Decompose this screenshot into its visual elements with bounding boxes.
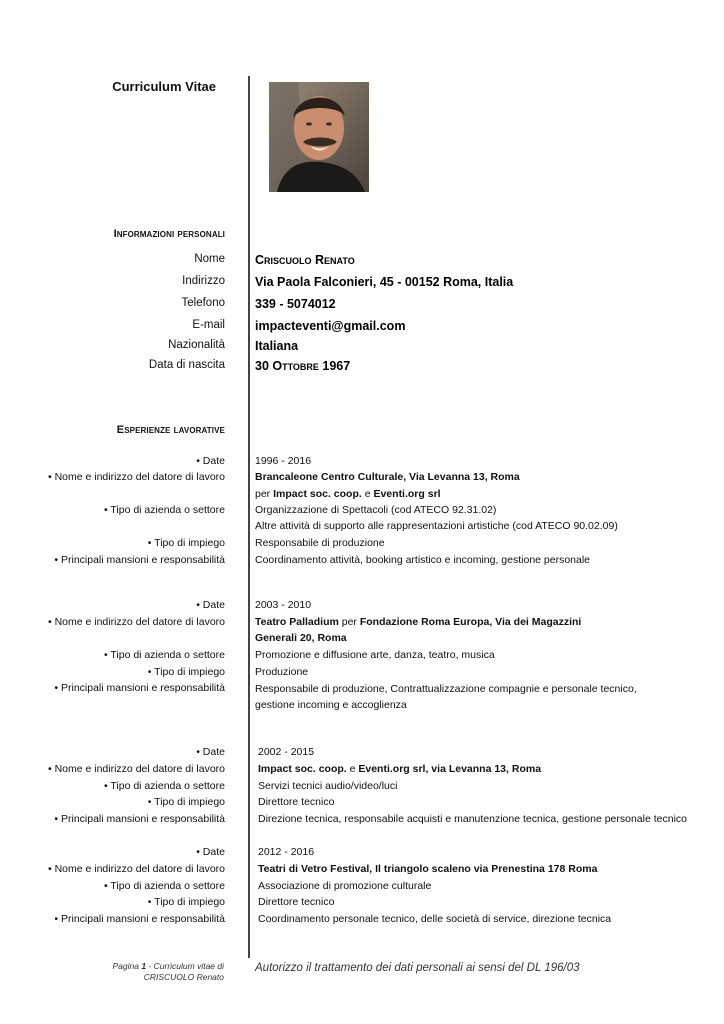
job-sector: Organizzazione di Spettacoli (cod ATECO 92.31.02) (255, 504, 497, 516)
label-nome: Nome (194, 253, 225, 265)
page-title: Curriculum Vitae (112, 79, 216, 94)
job-date: 2003 - 2010 (255, 599, 312, 611)
job-employer-cont: Generali 20, Roma (255, 632, 347, 644)
vertical-divider (248, 76, 250, 958)
job-type: Responsabile di produzione (255, 537, 385, 549)
job-employer: Teatro Palladium per Fondazione Roma Europa, Via dei Magazzini (255, 616, 582, 628)
label-job-type: • Tipo di impiego (147, 666, 225, 678)
job-date: 2002 - 2015 (258, 746, 315, 758)
label-employer: • Nome e indirizzo del datore di lavoro (47, 471, 225, 483)
value-email: impacteventi@gmail.com (255, 319, 406, 333)
label-job-type: • Tipo di impiego (147, 537, 225, 549)
value-telefono: 339 - 5074012 (255, 297, 336, 311)
job-type: Direttore tecnico (258, 896, 335, 908)
job-employer: Teatri di Vetro Festival, Il triangolo scaleno via Prenestina 178 Roma (258, 863, 598, 875)
job-sector-cont: Altre attività di supporto alle rappresentazioni artistiche (cod ATECO 90.02.09) (255, 520, 618, 532)
job-employer: Impact soc. coop. e Eventi.org srl, via Levanna 13, Roma (258, 763, 542, 775)
section-heading-experience: Esperienze lavorative (116, 424, 225, 436)
footer-name: CRISCUOLO Renato (143, 972, 224, 982)
label-date: • Date (196, 746, 225, 758)
label-job-type: • Tipo di impiego (147, 896, 225, 908)
label-nazionalita: Nazionalità (168, 339, 225, 351)
job-duties: Coordinamento attività, booking artistico e incoming, gestione personale (255, 554, 591, 566)
label-telefono: Telefono (181, 297, 225, 309)
job-type: Produzione (255, 666, 309, 678)
label-duties: • Principali mansioni e responsabilità (54, 554, 225, 566)
page-footer: Pagina 1 - Curriculum vitae di CRISCUOLO Renato (112, 961, 224, 982)
job-sector: Associazione di promozione culturale (258, 880, 432, 892)
value-nazionalita: Italiana (255, 339, 299, 353)
job-date: 2012 - 2016 (258, 846, 315, 858)
value-indirizzo: Via Paola Falconieri, 45 - 00152 Roma, Italia (255, 275, 514, 289)
label-date: • Date (196, 599, 225, 611)
label-sector: • Tipo di azienda o settore (103, 880, 225, 892)
label-indirizzo: Indirizzo (182, 275, 225, 287)
label-employer: • Nome e indirizzo del datore di lavoro (47, 863, 225, 875)
privacy-consent: Autorizzo il trattamento dei dati personali ai sensi del DL 196/03 (255, 962, 580, 974)
label-date: • Date (196, 846, 225, 858)
job-duties: Responsabile di produzione, Contrattualizzazione compagnie e personale tecnico, gestione incoming e accoglienza (255, 683, 637, 711)
label-duties: • Principali mansioni e responsabilità (54, 682, 225, 694)
job-duties: Coordinamento personale tecnico, delle società di service, direzione tecnica (258, 913, 612, 925)
label-email: E-mail (192, 319, 225, 331)
label-duties: • Principali mansioni e responsabilità (54, 813, 225, 825)
label-data-nascita: Data di nascita (148, 359, 225, 371)
job-date: 1996 - 2016 (255, 455, 312, 467)
label-sector: • Tipo di azienda o settore (103, 780, 225, 792)
label-employer: • Nome e indirizzo del datore di lavoro (47, 616, 225, 628)
label-sector: • Tipo di azienda o settore (103, 504, 225, 516)
profile-photo (269, 82, 369, 192)
job-employer-cont: per Impact soc. coop. e Eventi.org srl (255, 488, 441, 500)
job-type: Direttore tecnico (258, 796, 335, 808)
label-employer: • Nome e indirizzo del datore di lavoro (47, 763, 225, 775)
label-duties: • Principali mansioni e responsabilità (54, 913, 225, 925)
job-employer: Brancaleone Centro Culturale, Via Levanna 13, Roma (255, 471, 520, 483)
job-sector: Servizi tecnici audio/video/luci (258, 780, 398, 792)
value-nome: Criscuolo Renato (255, 253, 355, 267)
label-sector: • Tipo di azienda o settore (103, 649, 225, 661)
job-sector: Promozione e diffusione arte, danza, teatro, musica (255, 649, 495, 661)
section-heading-personal: Informazioni personali (113, 228, 225, 240)
job-duties: Direzione tecnica, responsabile acquisti e manutenzione tecnica, gestione personale tecnico (258, 813, 688, 825)
label-date: • Date (196, 455, 225, 467)
label-job-type: • Tipo di impiego (147, 796, 225, 808)
value-data-nascita: 30 Ottobre 1967 (255, 359, 351, 373)
page-number: 1 (141, 961, 147, 971)
